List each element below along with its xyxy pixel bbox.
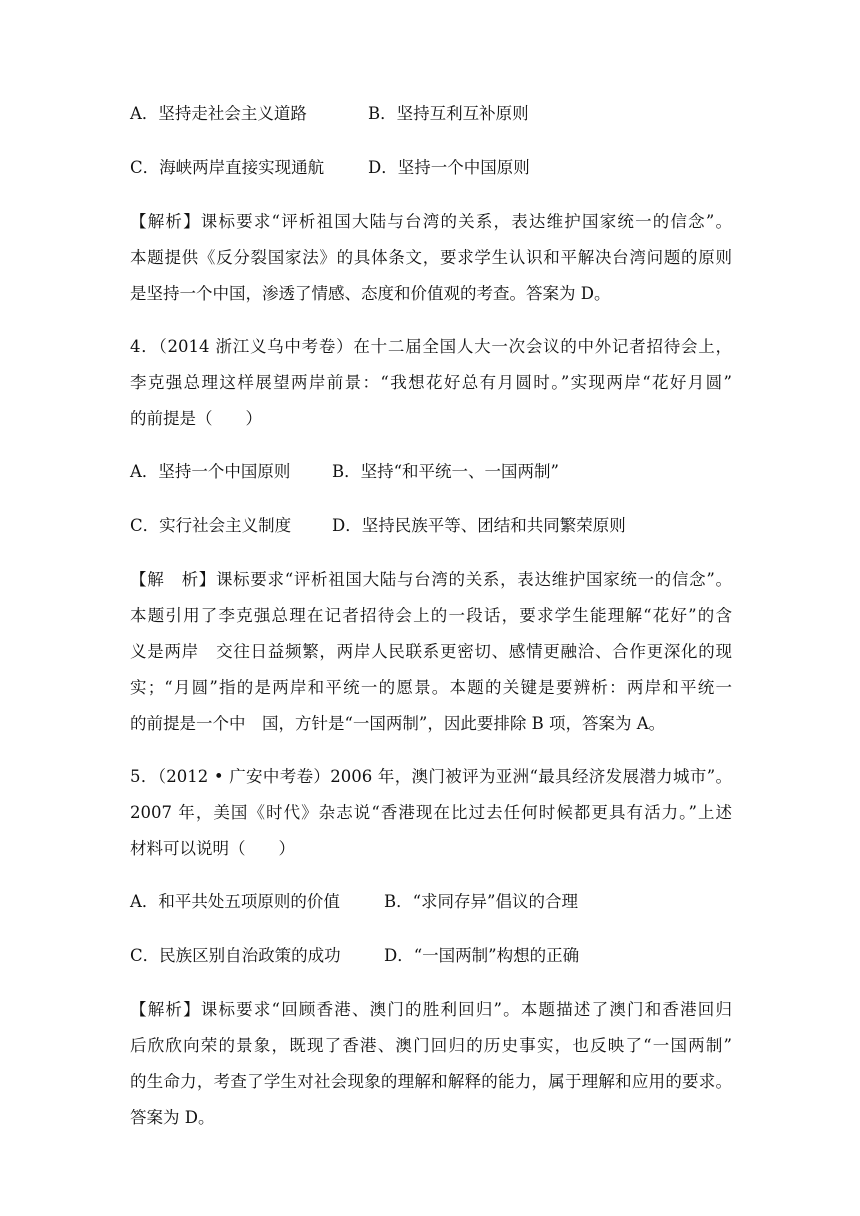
analysis-line: 【解析】课标要求“评析祖国大陆与台湾的关系，表达维护国家统一的信念”。 — [130, 212, 732, 231]
q5-options-row-1 — [130, 884, 732, 920]
q4-option-c: C．实行社会主义制度 — [130, 516, 292, 535]
q3-analysis — [130, 204, 732, 312]
q4-options-row-1 — [130, 454, 732, 490]
question-line: 4．（2014 浙江义乌中考卷）在十二届全国人大一次会议的中外记者招待会上， — [130, 337, 732, 356]
q3-option-a: A．坚持走社会主义道路 — [130, 104, 307, 123]
analysis-line: 是坚持一个中国，渗透了情感、态度和价值观的考查。答案为 D。 — [130, 284, 611, 303]
document-page — [130, 96, 732, 1136]
q4-option-b: B．坚持“和平统一、一国两制” — [332, 462, 559, 481]
q5-option-a: A．和平共处五项原则的价值 — [130, 892, 340, 911]
analysis-line: 【解析】课标要求“回顾香港、澳门的胜利回归”。本题描述了澳门和香港回归 — [130, 1000, 732, 1019]
q5-option-c: C．民族区别自治政策的成功 — [130, 946, 341, 965]
analysis-line: 【解 析】课标要求“评析祖国大陆与台湾的关系，表达维护国家统一的信念”。 — [130, 570, 732, 589]
question-line: 的前提是（ ） — [130, 409, 262, 428]
analysis-line: 答案为 D。 — [130, 1108, 215, 1127]
q4-option-a: A．坚持一个中国原则 — [130, 462, 291, 481]
q5-stem — [130, 759, 732, 867]
q3-options-row-2 — [130, 150, 732, 186]
question-line: 材料可以说明（ ） — [130, 839, 295, 858]
question-line: 李克强总理这样展望两岸前景：“我想花好总有月圆时。”实现两岸“花好月圆” — [130, 373, 732, 392]
q3-option-c: C．海峡两岸直接实现通航 — [130, 158, 325, 177]
q5-options-row-2 — [130, 938, 732, 974]
q3-option-d: D．坚持一个中国原则 — [368, 158, 530, 177]
analysis-line: 义是两岸 交往日益频繁，两岸人民联系更密切、感情更融洽、合作更深化的现 — [130, 642, 732, 661]
q5-option-d: D．“一国两制”构想的正确 — [384, 946, 580, 965]
q3-options-row-1 — [130, 96, 732, 132]
analysis-line: 实；“月圆”指的是两岸和平统一的愿景。本题的关键是要辨析：两岸和平统一 — [130, 678, 732, 697]
q3-option-b: B．坚持互利互补原则 — [368, 104, 529, 123]
q4-analysis — [130, 562, 732, 742]
q4-option-d: D．坚持民族平等、团结和共同繁荣原则 — [332, 516, 626, 535]
question-line: 5．（2012 • 广安中考卷）2006 年，澳门被评为亚洲“最具经济发展潜力城市”。 — [130, 767, 732, 786]
analysis-line: 本题引用了李克强总理在记者招待会上的一段话，要求学生能理解“花好”的含 — [130, 606, 732, 625]
q4-options-row-2 — [130, 508, 732, 544]
q5-analysis — [130, 992, 732, 1136]
analysis-line: 本题提供《反分裂国家法》的具体条文，要求学生认识和平解决台湾问题的原则 — [130, 248, 732, 267]
analysis-line: 的生命力，考查了学生对社会现象的理解和解释的能力，属于理解和应用的要求。 — [130, 1072, 732, 1091]
analysis-line: 后欣欣向荣的景象，既现了香港、澳门回归的历史事实，也反映了“一国两制” — [130, 1036, 732, 1055]
q4-stem — [130, 329, 732, 437]
analysis-line: 的前提是一个中 国，方针是“一国两制”，因此要排除 B 项，答案为 A。 — [130, 714, 666, 733]
q5-option-b: B．“求同存异”倡议的合理 — [384, 892, 578, 911]
question-line: 2007 年，美国《时代》杂志说“香港现在比过去任何时候都更具有活力。”上述 — [130, 803, 732, 822]
